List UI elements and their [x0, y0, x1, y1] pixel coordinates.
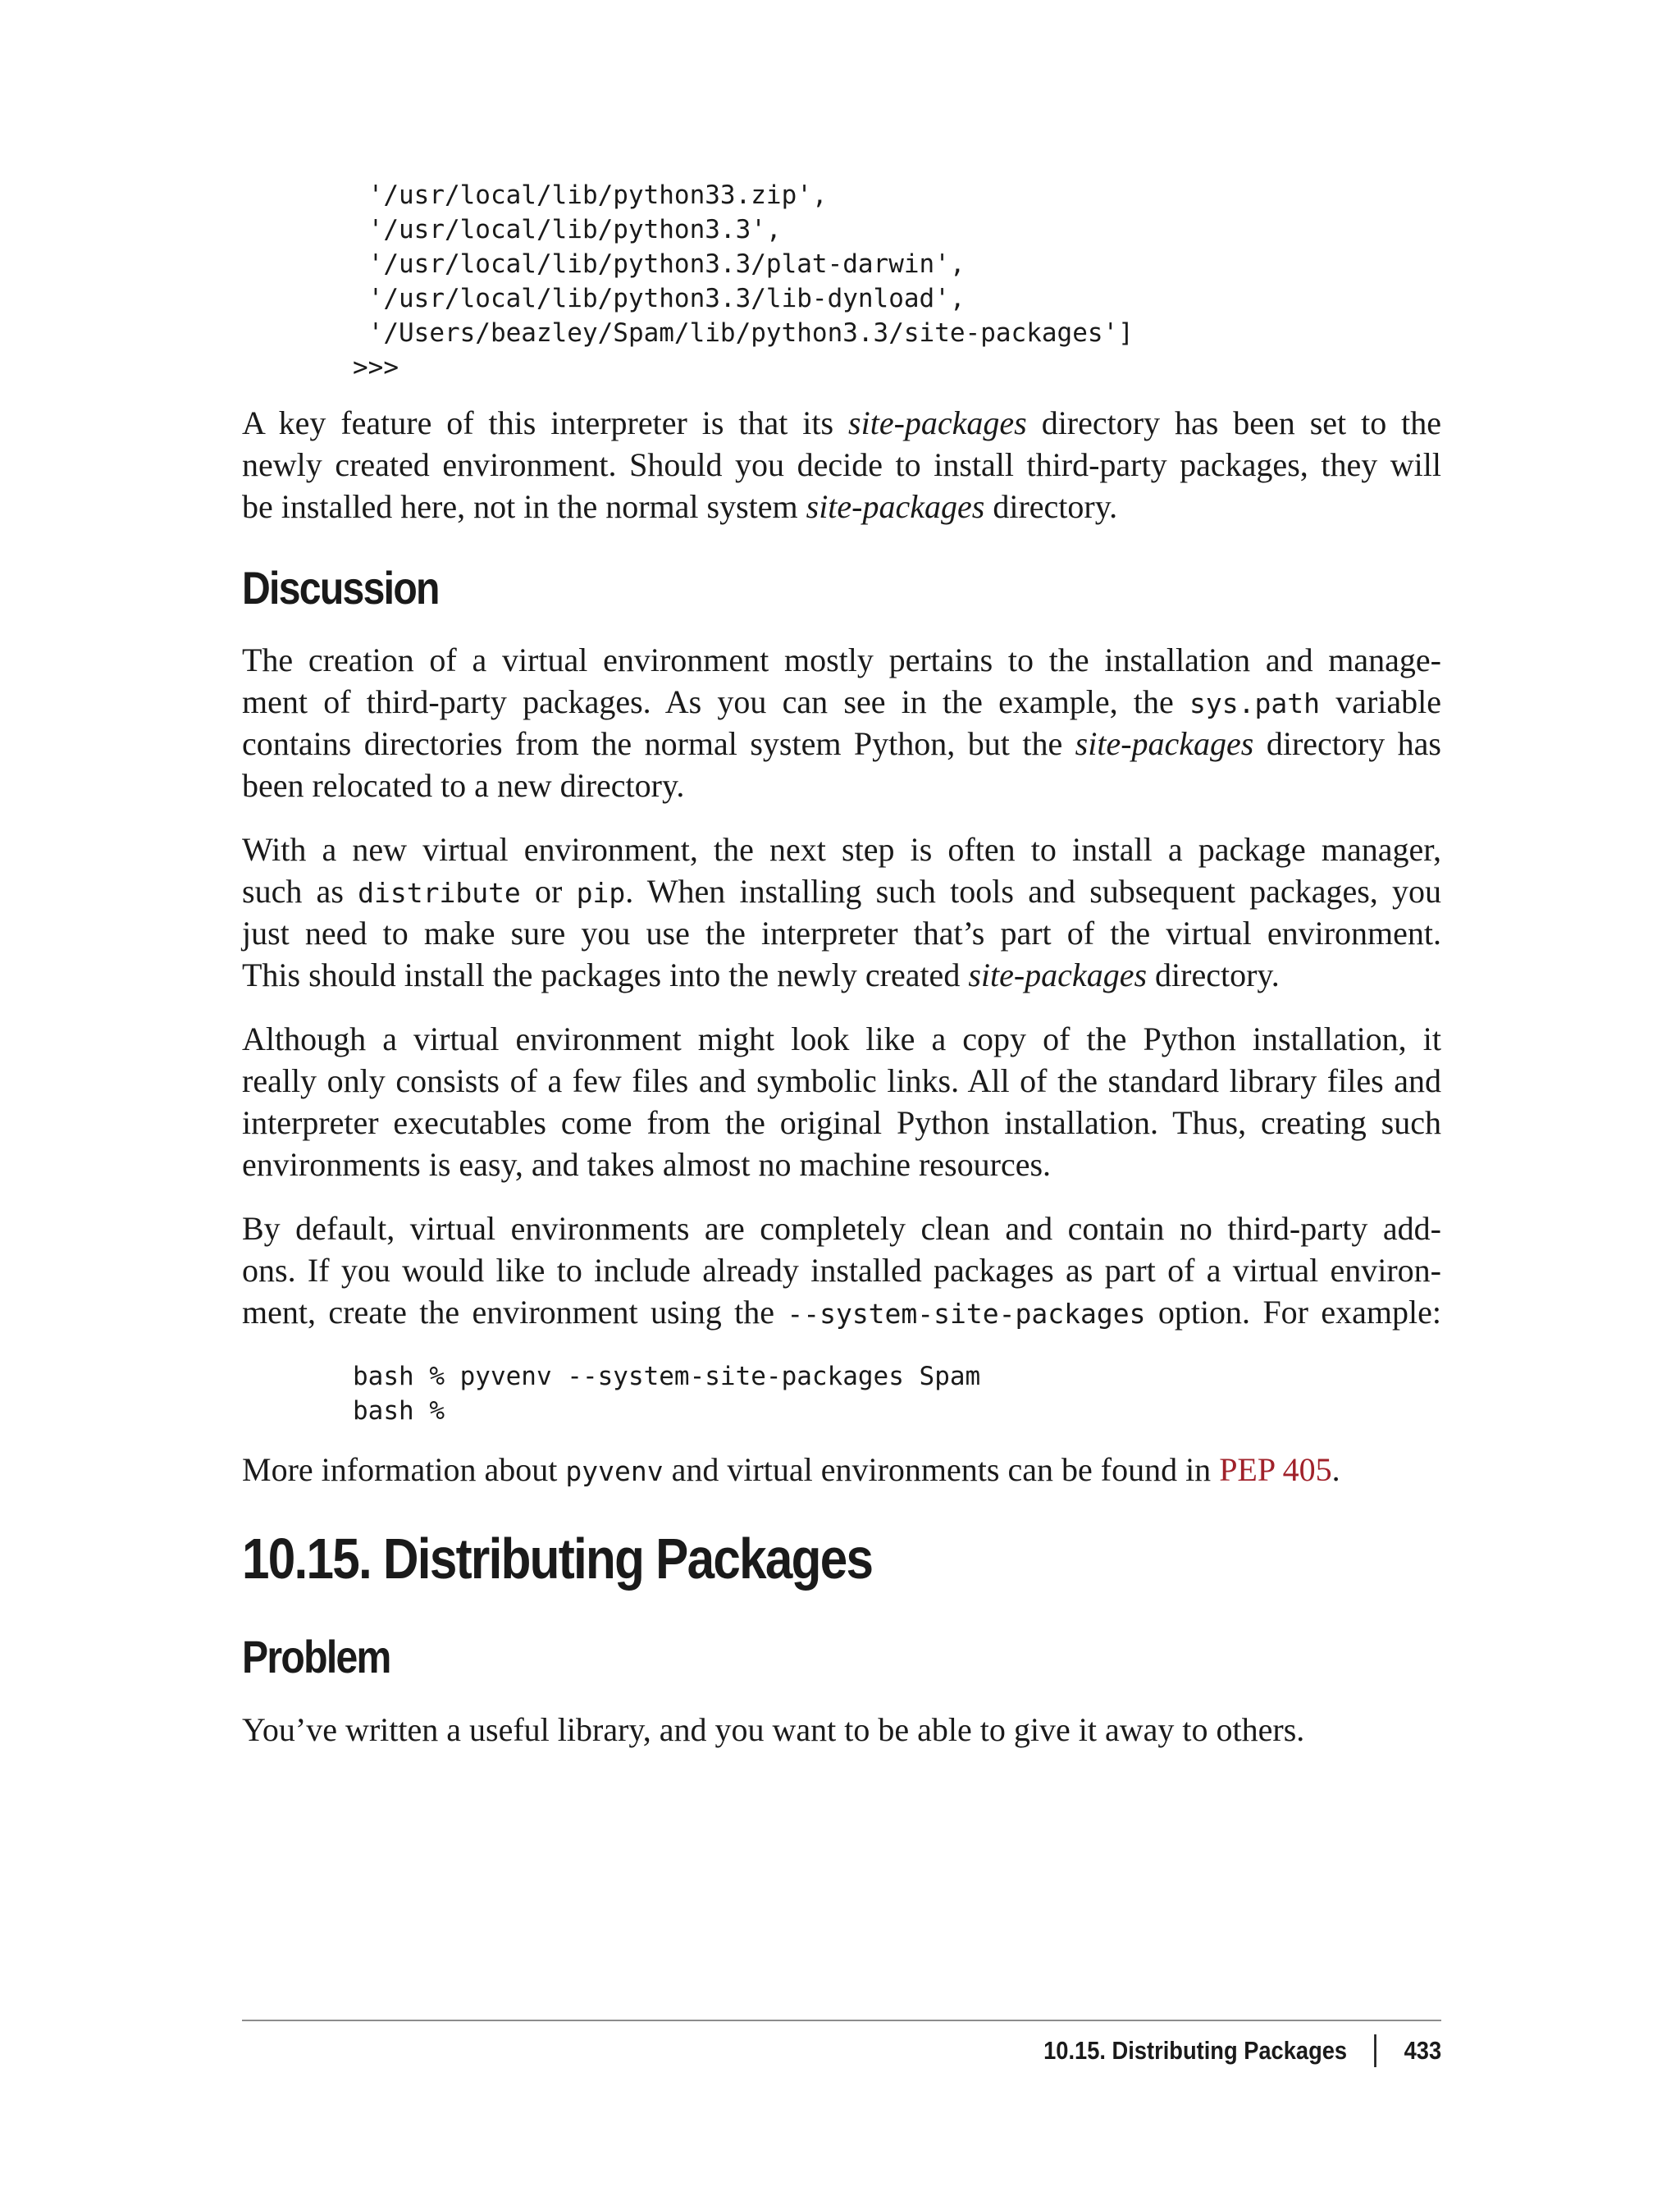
text-line: been relocated to a new directory. — [242, 767, 685, 804]
pep-405-link[interactable]: PEP 405 — [1219, 1451, 1332, 1488]
footer-rule — [242, 2020, 1441, 2021]
inline-code: pyvenv — [565, 1455, 664, 1487]
footer-separator — [1374, 2034, 1376, 2067]
paragraph-discussion-1 — [242, 639, 1441, 806]
text-line: You’ve written a useful library, and you want to be able to give it away to others. — [242, 1711, 1305, 1748]
text-line: really only consists of a few files and symbolic links. All of the standard library files and — [242, 1062, 1441, 1099]
inline-code: sys.path — [1189, 687, 1320, 719]
text-line: The creation of a virtual environment mostly pertains to the installation and manage- — [242, 641, 1441, 678]
text-line: A key feature of this interpreter is that its site-packages directory has been set to the — [242, 404, 1442, 441]
text-line: With a new virtual environment, the next step is often to install a package manager, — [242, 831, 1441, 868]
page-number: 433 — [1404, 2036, 1441, 2065]
text-line: just need to make sure you use the interpreter that’s part of the virtual environment. — [242, 915, 1441, 952]
code-line: bash % — [353, 1396, 445, 1426]
code-block-bash-pyvenv — [353, 1359, 980, 1428]
inline-code: pip — [576, 877, 626, 909]
code-line: '/usr/local/lib/python3.3/plat-darwin', — [353, 249, 966, 279]
text-line: Although a virtual environment might look like a copy of the Python installation, it — [242, 1020, 1441, 1057]
text-line: contains directories from the normal system Python, but the site-packages directory has — [242, 725, 1441, 762]
text-line: be installed here, not in the normal system site-packages directory. — [242, 488, 1118, 525]
paragraph-more-information — [242, 1449, 1441, 1491]
code-line: '/usr/local/lib/python3.3', — [353, 215, 782, 244]
code-line: bash % pyvenv --system-site-packages Spam — [353, 1362, 981, 1391]
paragraph-discussion-3 — [242, 1018, 1441, 1185]
paragraph-problem — [242, 1709, 1441, 1751]
code-block-sys-path — [353, 178, 1134, 385]
paragraph-discussion-2 — [242, 829, 1441, 996]
text-line: interpreter executables come from the original Python installation. Thus, creating such — [242, 1104, 1441, 1141]
text-line: ment, create the environment using the --system-site-packages option. For example: — [242, 1294, 1441, 1331]
paragraph-discussion-4 — [242, 1208, 1441, 1333]
book-page — [242, 0, 1441, 2205]
heading-discussion: Discussion — [242, 562, 439, 614]
text-line: This should install the packages into the newly created site-packages directory. — [242, 956, 1280, 993]
text-line: environments is easy, and takes almost no machine resources. — [242, 1146, 1052, 1183]
section-title: 10.15. Distributing Packages — [242, 1527, 873, 1591]
inline-code: --system-site-packages — [787, 1298, 1146, 1330]
inline-code: distribute — [358, 877, 521, 909]
page-footer — [1043, 2034, 1441, 2067]
text-line: newly created environment. Should you decide to install third-party packages, they will — [242, 446, 1441, 483]
text-line: such as distribute or pip. When installing such tools and subsequent packages, you — [242, 873, 1441, 910]
text-line: More information about pyvenv and virtual environments can be found in PEP 405. — [242, 1451, 1340, 1488]
paragraph-site-packages-intro — [242, 402, 1441, 527]
text-line: ment of third-party packages. As you can see in the example, the sys.path variable — [242, 683, 1442, 720]
code-line: '/Users/beazley/Spam/lib/python3.3/site-packages'] — [353, 318, 1134, 348]
heading-problem: Problem — [242, 1631, 390, 1682]
text-line: ons. If you would like to include already installed packages as part of a virtual environ- — [242, 1252, 1441, 1289]
code-line: >>> — [353, 353, 399, 382]
running-title: 10.15. Distributing Packages — [1043, 2036, 1347, 2065]
code-line: '/usr/local/lib/python3.3/lib-dynload', — [353, 284, 966, 313]
code-line: '/usr/local/lib/python33.zip', — [353, 180, 828, 210]
text-line: By default, virtual environments are completely clean and contain no third-party add- — [242, 1210, 1441, 1247]
